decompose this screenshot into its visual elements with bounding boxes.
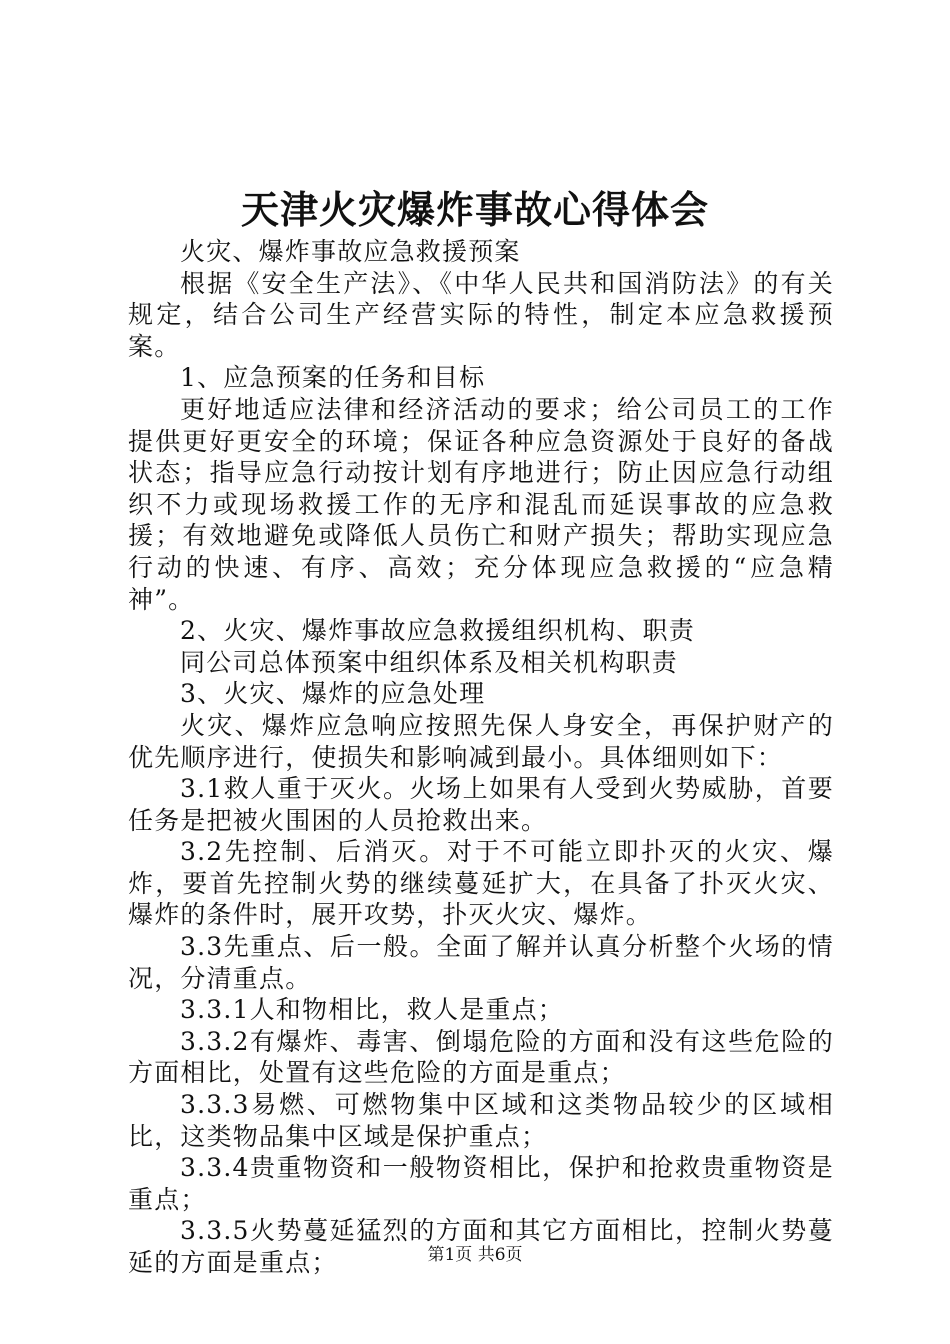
page-footer: 第1页 共6页 — [427, 1245, 523, 1265]
paragraph-3-2: 3.2先控制、后消灭。对于不可能立即扑灭的火灾、爆炸，要首先控制火势的继续蔓延扩大，在具备了扑灭火灾、爆炸的条件时，展开攻势，扑灭火灾、爆炸。 — [128, 837, 834, 930]
paragraph-section-3-heading: 3、火灾、爆炸的应急处理 — [180, 679, 486, 709]
paragraph-legal-basis: 根据《安全生产法》、《中华人民共和国消防法》的有关规定，结合公司生产经营实际的特性，制定本应急救援预案。 — [128, 268, 834, 361]
paragraph-plan-heading: 火灾、爆炸事故应急救援预案 — [180, 237, 521, 266]
document-title: 天津火灾爆炸事故心得体会 — [240, 187, 709, 232]
paragraph-3-3-1: 3.3.1人和物相比，救人是重点； — [180, 995, 565, 1025]
paragraph-section-1-body: 更好地适应法律和经济活动的要求；给公司员工的工作提供更好更安全的环境；保证各种应急资源处于良好的备战状态；指导应急行动按计划有序地进行；防止因应急行动组织不力或现场救援工作的无序和混乱而延误事故的应急救援；有效地避免或降低人员伤亡和财产损失；帮助实现应急行动的快速、有序、高效；充分体现应急救援的“应急精神”。 — [128, 394, 834, 614]
paragraph-3-3-2: 3.3.2有爆炸、毒害、倒塌危险的方面和没有这些危险的方面相比，处置有这些危险的方面是重点； — [128, 1026, 834, 1088]
paragraph-section-1-heading: 1、应急预案的任务和目标 — [180, 363, 486, 393]
paragraph-3-1: 3.1救人重于灭火。火场上如果有人受到火势威胁，首要任务是把被火围困的人员抢救出来。 — [128, 774, 834, 835]
paragraph-section-2-body: 同公司总体预案中组织体系及相关机构职责 — [180, 647, 678, 677]
paragraph-3-3: 3.3先重点、后一般。全面了解并认真分析整个火场的情况，分清重点。 — [128, 932, 834, 993]
paragraph-3-3-4: 3.3.4贵重物资和一般物资相比，保护和抢救贵重物资是重点； — [128, 1153, 834, 1214]
paragraph-section-2-heading: 2、火灾、爆炸事故应急救援组织机构、职责 — [180, 616, 695, 646]
paragraph-3-3-3: 3.3.3易燃、可燃物集中区域和这类物品较少的区域相比，这类物品集中区域是保护重点； — [128, 1090, 834, 1151]
document-body — [128, 236, 834, 1279]
paragraph-section-3-intro: 火灾、爆炸应急响应按照先保人身安全，再保护财产的优先顺序进行，使损失和影响减到最小。具体细则如下： — [128, 710, 834, 772]
paragraph-3-3-5: 3.3.5火势蔓延猛烈的方面和其它方面相比，控制火势蔓延的方面是重点； — [128, 1216, 834, 1277]
